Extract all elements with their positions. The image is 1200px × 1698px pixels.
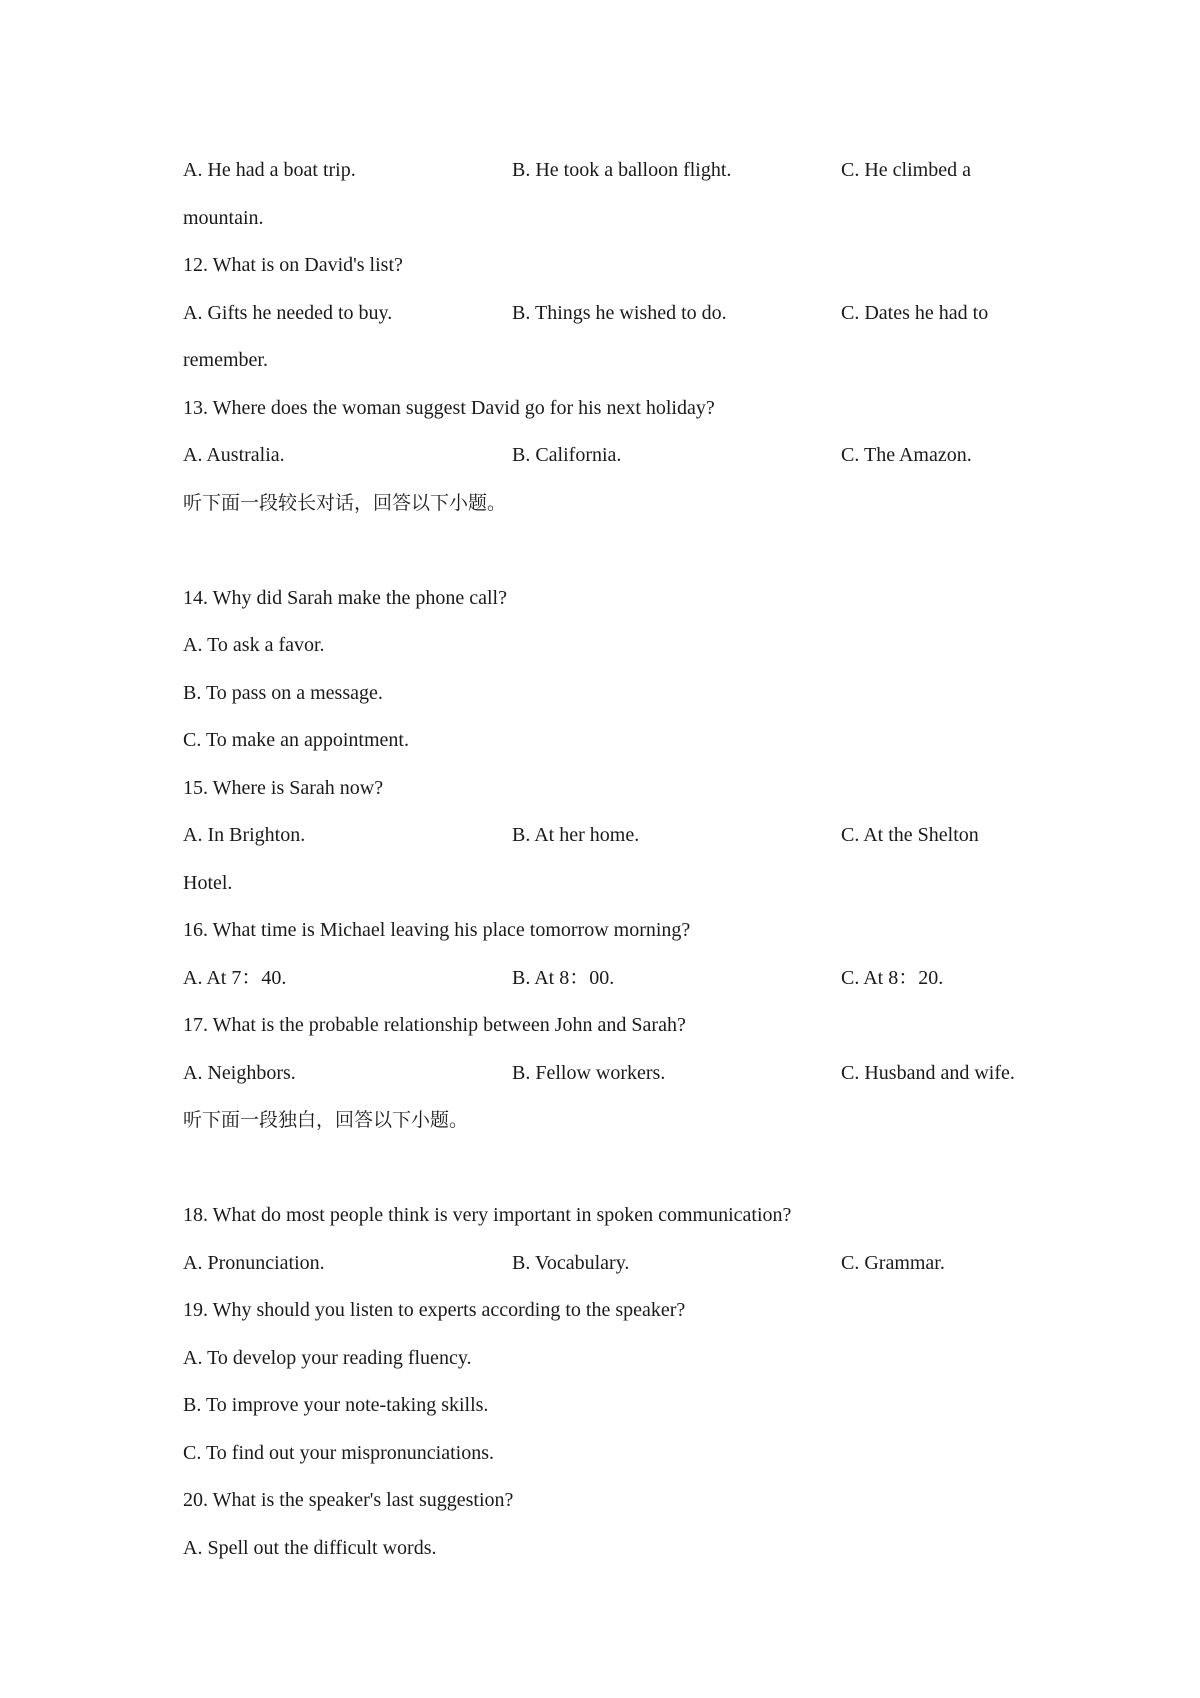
option-b: B. To pass on a message. [183,682,383,704]
question-16: 16. What time is Michael leaving his place tomorrow morning? [183,919,691,941]
option-b: B. At her home. [512,824,640,846]
question-13: 13. Where does the woman suggest David go for his next holiday? [183,397,715,419]
option-c: C. To find out your mispronunciations. [183,1442,494,1464]
option-c: C. To make an appointment. [183,729,409,751]
option-c: C. Dates he had to [841,302,989,324]
option-a: A. At 7：40. [183,967,287,989]
option-b: B. To improve your note-taking skills. [183,1394,489,1416]
option-b: B. Things he wished to do. [512,302,727,324]
option-a: A. In Brighton. [183,824,306,846]
option-b: B. Vocabulary. [512,1252,630,1274]
option-a: A. Australia. [183,444,285,466]
option-b: B. Fellow workers. [512,1062,666,1084]
option-b: B. At 8：00. [512,967,615,989]
option-b: B. He took a balloon flight. [512,159,732,181]
option-c-continuation: remember. [183,349,268,371]
option-a: A. Pronunciation. [183,1252,325,1274]
option-c: C. At the Shelton [841,824,979,846]
option-a: A. Neighbors. [183,1062,296,1084]
option-c: C. He climbed a [841,159,971,181]
option-c-continuation: Hotel. [183,872,233,894]
question-15: 15. Where is Sarah now? [183,777,384,799]
option-a: A. He had a boat trip. [183,159,356,181]
option-a: A. To develop your reading fluency. [183,1347,472,1369]
question-19: 19. Why should you listen to experts according to the speaker? [183,1299,686,1321]
option-a: A. Spell out the difficult words. [183,1537,437,1559]
section-instruction-monologue: 听下面一段独白，回答以下小题。 [183,1109,469,1131]
option-b: B. California. [512,444,622,466]
option-c: C. The Amazon. [841,444,972,466]
option-c: C. Husband and wife. [841,1062,1015,1084]
option-c-continuation: mountain. [183,207,264,229]
option-c: C. Grammar. [841,1252,945,1274]
question-20: 20. What is the speaker's last suggestion? [183,1489,514,1511]
option-a: A. To ask a favor. [183,634,325,656]
question-17: 17. What is the probable relationship between John and Sarah? [183,1014,686,1036]
question-14: 14. Why did Sarah make the phone call? [183,587,507,609]
section-instruction-dialogue: 听下面一段较长对话，回答以下小题。 [183,492,507,514]
question-12: 12. What is on David's list? [183,254,403,276]
option-a: A. Gifts he needed to buy. [183,302,393,324]
question-18: 18. What do most people think is very important in spoken communication? [183,1204,792,1226]
option-c: C. At 8：20. [841,967,944,989]
